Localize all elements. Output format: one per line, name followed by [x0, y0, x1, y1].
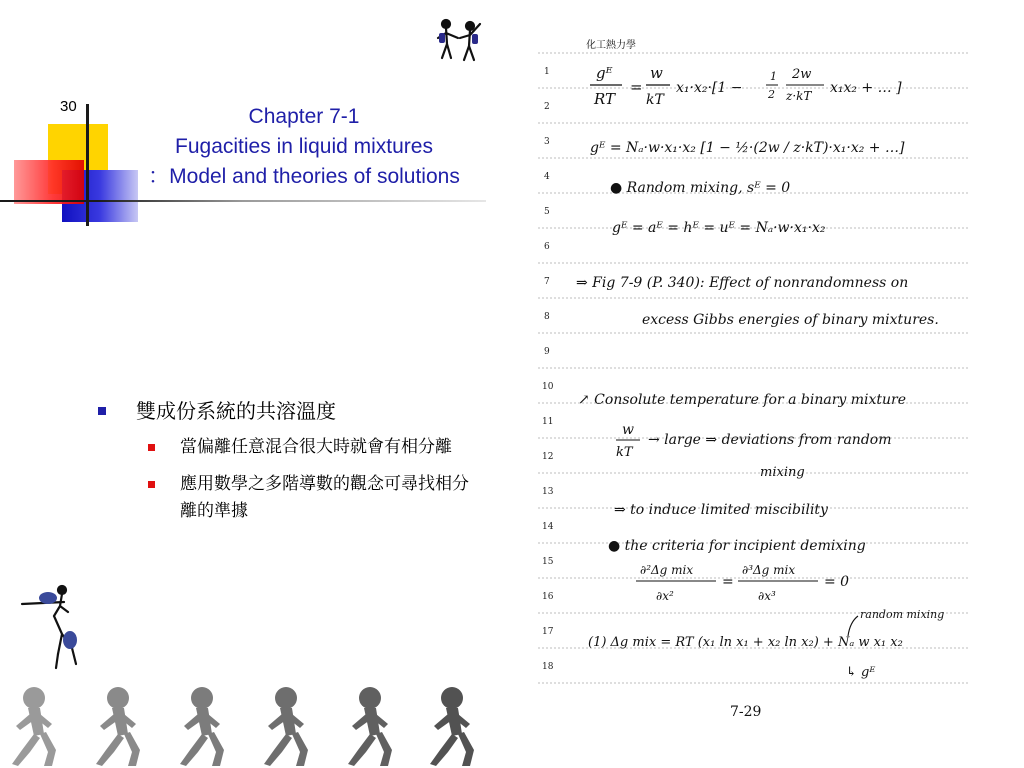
notes-page-number: 7-29: [730, 704, 762, 720]
runner-icon: [4, 684, 60, 768]
bullet-sub-1-text: 當偏離任意混合很大時就會有相分離: [180, 437, 452, 457]
line-number: 8: [544, 312, 550, 322]
note-criteria: ● the criteria for incipient demixing: [608, 538, 866, 554]
runner-icon: [256, 684, 312, 768]
line-number: 6: [544, 242, 550, 252]
eq15-num-2: ∂³Δg mix: [742, 563, 796, 577]
runner-icon: [340, 684, 396, 768]
eq15-zero: = 0: [824, 574, 850, 590]
eq17: (1) Δg mix = RT (x₁ ln x₁ + x₂ ln x₂) + Nₐ w x₁ x₂: [588, 635, 903, 650]
note-limited-miscibility: ⇒ to induce limited miscibility: [614, 502, 828, 518]
bullet-list: [98, 396, 478, 535]
bullet-main: [98, 396, 478, 426]
eq15-equals: =: [722, 574, 734, 590]
runner-icon: [88, 684, 144, 768]
eq1-numerator: gᴱ: [596, 64, 613, 82]
line-number: 5: [544, 207, 550, 217]
bullet-main-text: 雙成份系統的共溶溫度: [136, 399, 336, 423]
bullet-sub-1: [98, 434, 470, 461]
eq1-denominator: RT: [594, 90, 616, 108]
bullet-square-icon: [98, 407, 106, 415]
eq11-w: w: [622, 422, 634, 438]
line-number: 1: [544, 67, 550, 77]
line-number: 7: [544, 277, 550, 287]
handwritten-notes: [538, 36, 970, 720]
eq15-num-1: ∂²Δg mix: [640, 563, 694, 577]
note-fig-7-9: ⇒ Fig 7-9 (P. 340): Effect of nonrandomness on: [576, 275, 909, 291]
note-random-mixing: ● Random mixing, sᴱ = 0: [610, 180, 791, 196]
eq1-equals: =: [630, 78, 643, 96]
bullet-sub-2-text: 應用數學之多階導數的觀念可尋找相分離的準據: [180, 474, 469, 521]
line-number: 11: [542, 417, 554, 427]
runner-icon: [172, 684, 228, 768]
eq1-2w: 2w: [792, 67, 812, 82]
eq11-kt: kT: [616, 445, 633, 460]
line-number: 13: [542, 487, 554, 497]
line-number: 4: [544, 172, 550, 182]
climbers-clipart-icon: [434, 16, 486, 72]
decor-red-block: [14, 160, 84, 204]
line-number: 17: [542, 627, 554, 637]
line-number: 15: [542, 557, 554, 567]
eq1-half-num: 1: [770, 70, 777, 83]
note-random-mixing-label: random mixing: [860, 608, 945, 621]
bullet-sub-2: [98, 471, 470, 525]
note-large-deviations: → large ⇒ deviations from random: [648, 432, 892, 448]
line-number: 12: [542, 452, 554, 462]
eq1-half-den: 2: [768, 88, 775, 101]
line-number: 18: [542, 662, 554, 672]
eq15-den-1: ∂x²: [656, 589, 674, 603]
decor-vertical-line: [86, 104, 89, 226]
title-line-2: Fugacities in liquid mixtures: [175, 135, 433, 158]
slide-number: 30: [60, 98, 77, 115]
eq1-zkt: z·kT: [786, 89, 812, 103]
eq18-ge: ↳ gᴱ: [846, 665, 876, 680]
eq15-den-2: ∂x³: [758, 589, 776, 603]
eq1-body: x₁·x₂·[1 −: [676, 80, 743, 96]
slide-title: [122, 102, 486, 192]
eq5: gᴱ = aᴱ = hᴱ = uᴱ = Nₐ·w·x₁·x₂: [612, 220, 826, 236]
line-number: 3: [544, 137, 550, 147]
runner-icon: [422, 684, 478, 768]
eq1-tail: x₁x₂ + … ]: [830, 80, 902, 96]
decor-horizontal-line: [0, 200, 486, 202]
title-line-3: ：Model and theories of solutions: [148, 165, 460, 188]
note-consolute: ↗ Consolute temperature for a binary mixture: [578, 392, 907, 408]
bullet-square-icon: [148, 444, 155, 451]
notes-header: 化工熱力學: [586, 40, 636, 51]
eq1-w: w: [650, 64, 663, 82]
line-number: 9: [544, 347, 550, 357]
line-number: 16: [542, 592, 554, 602]
line-number: 14: [542, 522, 554, 532]
line-number: 10: [542, 382, 554, 392]
arrow-icon: [848, 616, 858, 636]
note-mixing: mixing: [760, 465, 805, 480]
climber-on-rope-icon: [18, 582, 88, 674]
runners-decoration: [0, 684, 486, 768]
bullet-square-icon: [148, 481, 155, 488]
eq3: gᴱ = Nₐ·w·x₁·x₂ [1 − ½·(2w / z·kT)·x₁·x₂ + …]: [590, 140, 905, 156]
line-number: 2: [544, 102, 550, 112]
note-excess-gibbs: excess Gibbs energies of binary mixtures.: [642, 312, 939, 328]
title-line-1: Chapter 7-1: [248, 105, 360, 128]
eq1-kt: kT: [646, 92, 664, 108]
